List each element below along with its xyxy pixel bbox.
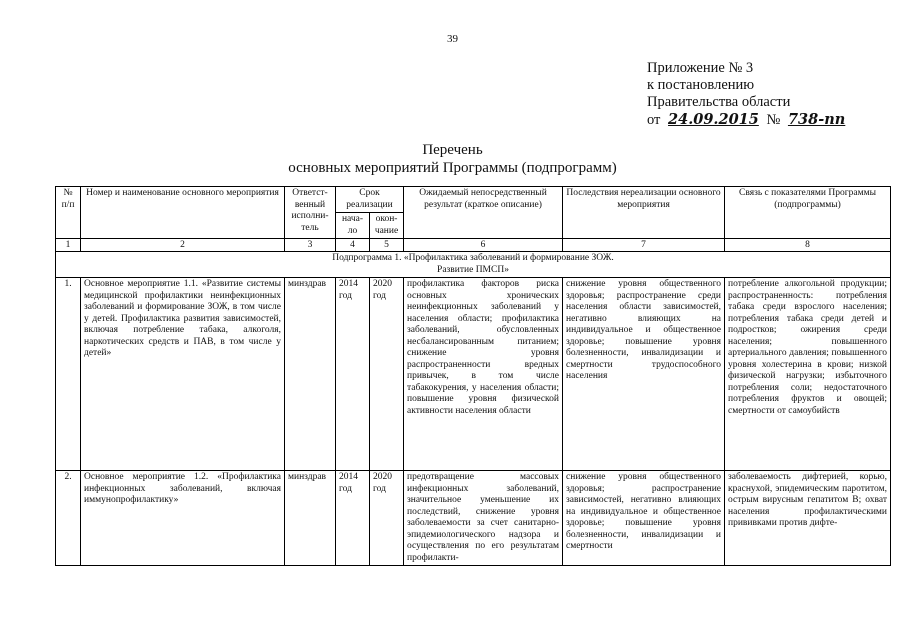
page-number: 39 <box>447 33 458 45</box>
subprogram-row <box>56 252 891 278</box>
row-start-year: 2014 год <box>336 471 370 566</box>
row-measure-name: Основное мероприятие 1.1. «Развитие системы медицинской профилактики неинфекционных заболеваний и формирование ЗОЖ, в том числе у детей. Профилактика развития зависимостей, включая потребление табака, алкоголя, наркотических средств и ПАВ, в том числе у детей» <box>81 278 285 471</box>
column-numbers-row <box>56 239 891 252</box>
appendix-block <box>647 60 845 129</box>
header-num: № п/п <box>56 187 81 239</box>
appendix-line-3: Правительства области <box>647 94 791 110</box>
row-executor: минздрав <box>285 471 336 566</box>
appendix-number: 738-пп <box>787 111 846 128</box>
subprogram-title-line-1: Подпрограмма 1. «Профилактика заболеваний и формирование ЗОЖ. <box>332 253 614 263</box>
appendix-number-sign: № <box>766 112 781 128</box>
appendix-line-4 <box>647 111 845 129</box>
title-line-2: основных мероприятий Программы (подпрограмм) <box>288 160 617 176</box>
row-start-year: 2014 год <box>336 278 370 471</box>
header-start: нача- ло <box>336 213 370 239</box>
row-end-year: 2020 год <box>370 278 404 471</box>
appendix-date: 24.09.2015 <box>668 111 759 128</box>
appendix-line-1: Приложение № 3 <box>647 60 754 76</box>
subprogram-title <box>56 252 891 278</box>
table-row <box>56 278 891 471</box>
column-number: 8 <box>725 239 891 252</box>
row-executor: минздрав <box>285 278 336 471</box>
measures-table <box>55 186 891 566</box>
header-term: Срок реализации <box>336 187 404 213</box>
row-num: 2. <box>56 471 81 566</box>
appendix-date-prefix: от <box>647 112 661 128</box>
header-link: Связь с показателями Программы (подпрограммы) <box>725 187 891 239</box>
header-executor: Ответст- венный исполни- тель <box>285 187 336 239</box>
column-number: 5 <box>370 239 404 252</box>
column-number: 1 <box>56 239 81 252</box>
column-number: 3 <box>285 239 336 252</box>
header-end: окон- чание <box>370 213 404 239</box>
row-consequences: снижение уровня общественного здоровья; распространение среди населения области зависимостей, негативно влияющих на индивидуальное и общественное здоровье; повышение уровня болезненности, инвалидизации и смертности трудоспособного населения <box>563 278 725 471</box>
title-line-1: Перечень <box>422 142 483 158</box>
appendix-line-2: к постановлению <box>647 77 755 93</box>
table-row <box>56 471 891 566</box>
table-header-row <box>56 187 891 213</box>
column-number: 4 <box>336 239 370 252</box>
row-indicator-link: заболеваемость дифтерией, корью, краснухой, эпидемическим паротитом, острым вирусным гепатитом В; охват населения профилактическими прививками против дифте- <box>725 471 891 566</box>
column-number: 7 <box>563 239 725 252</box>
header-consequences: Последствия нереализации основного мероприятия <box>563 187 725 239</box>
row-num: 1. <box>56 278 81 471</box>
header-result: Ожидаемый непосредственный результат (краткое описание) <box>404 187 563 239</box>
header-name: Номер и наименование основного мероприятия <box>81 187 285 239</box>
row-indicator-link: потребление алкогольной продукции; распространенность: потребления табака среди взрослого населения; потребления табака среди детей и подростков; ожирения среди населения; повышенного артериального давления; повышенного уровня холестерина в крови; низкой физической нагрузки; избыточного потребления соли; недостаточного потребления фруктов и овощей; смертности от самоубийств <box>725 278 891 471</box>
row-end-year: 2020 год <box>370 471 404 566</box>
column-number: 2 <box>81 239 285 252</box>
column-number: 6 <box>404 239 563 252</box>
row-measure-name: Основное мероприятие 1.2. «Профилактика инфекционных заболеваний, включая иммунопрофилактику» <box>81 471 285 566</box>
row-expected-result: профилактика факторов риска основных хронических неинфекционных заболеваний у населения области; профилактика заболеваний, обусловленных несбалансированным питанием; снижение уровня распространенности вредных привычек, в том числе табакокурения, у населения области; повышение уровня физической активности населения области <box>404 278 563 471</box>
document-title <box>0 141 905 177</box>
row-expected-result: предотвращение массовых инфекционных заболеваний, значительное уменьшение их последствий, снижение уровня заболеваемости за счет санитарно-эпидемиологического надзора и осуществления по его результатам профилакти- <box>404 471 563 566</box>
row-consequences: снижение уровня общественного здоровья; распространение зависимостей, негативно влияющих на индивидуальное и общественное здоровье; повышение уровня болезненности, инвалидизации и смертности <box>563 471 725 566</box>
subprogram-title-line-2: Развитие ПМСП» <box>437 264 509 275</box>
